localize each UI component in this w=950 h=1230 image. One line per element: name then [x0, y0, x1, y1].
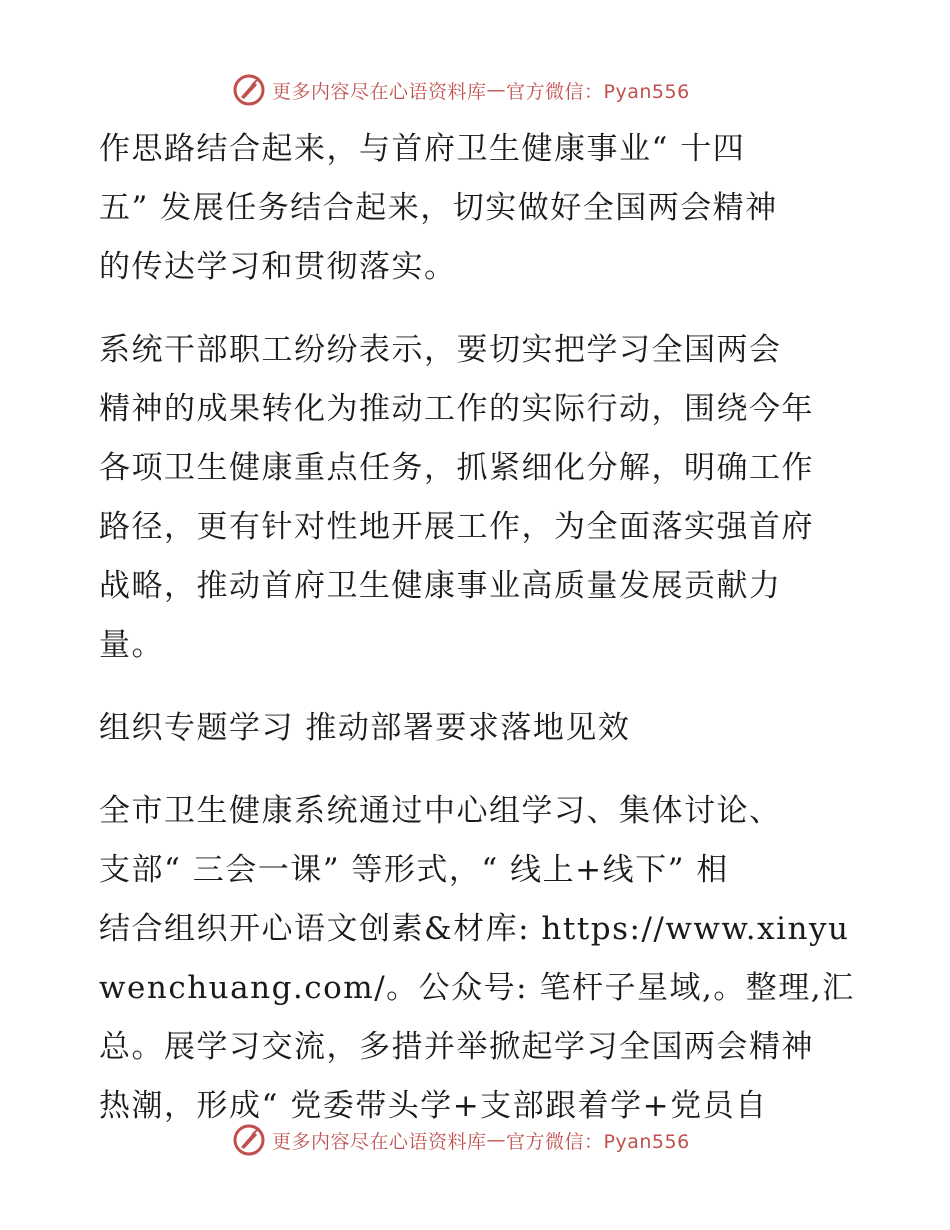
quill-seal-icon [232, 1123, 266, 1157]
text-line: wenchuang.com/。公众号: 笔杆子星域,。整理,汇 [99, 970, 855, 1006]
text-line: 作思路结合起来，与首府卫生健康事业“ 十四 [99, 131, 746, 167]
watermark-brand: 更多内容尽在心语资料库 [272, 80, 487, 103]
text-line: 系统干部职工纷纷表示，要切实把学习全国两会 [99, 332, 782, 368]
watermark-dash: — [486, 79, 507, 101]
section-heading [99, 699, 859, 758]
text-line: 各项卫生健康重点任务，抓紧细化分解，明确工作 [99, 450, 814, 486]
quill-seal-icon [232, 73, 266, 107]
paragraph-gap [99, 297, 859, 321]
text-line: 五” 发展任务结合起来，切实做好全国两会精神 [99, 190, 778, 226]
text-line: 支部“ 三会一课” 等形式，“ 线上+线下” 相 [99, 852, 729, 888]
watermark-contact: 官方微信：Pyan556 [506, 1130, 690, 1153]
heading-line: 组织专题学习 推动部署要求落地见效 [99, 710, 631, 746]
text-line: 战略，推动首府卫生健康事业高质量发展贡献力 [99, 568, 782, 604]
text-line: 量。 [99, 627, 164, 663]
text-line: 精神的成果转化为推动工作的实际行动，围绕今年 [99, 391, 814, 427]
paragraph-2 [99, 321, 859, 675]
paragraph-gap [99, 675, 859, 699]
watermark-contact: 官方微信：Pyan556 [506, 80, 690, 103]
text-line: 全市卫生健康系统通过中心组学习、集体讨论、 [99, 793, 782, 829]
text-line: 的传达学习和贯彻落实。 [99, 249, 457, 285]
text-line: 热潮，形成“ 党委带头学+支部跟着学+党员自 [99, 1088, 768, 1124]
paragraph-3 [99, 782, 859, 1136]
text-line: 路径，更有针对性地开展工作，为全面落实强首府 [99, 509, 814, 545]
header-watermark [232, 70, 732, 110]
text-line: 总。展学习交流，多措并举掀起学习全国两会精神 [99, 1029, 814, 1065]
watermark-brand: 更多内容尽在心语资料库 [272, 1130, 487, 1153]
paragraph-gap [99, 758, 859, 782]
watermark-dash: — [486, 1129, 507, 1151]
paragraph-1 [99, 120, 859, 297]
document-body [99, 120, 859, 1136]
text-line: 结合组织开心语文创素&材库: https://www.xinyu [99, 911, 850, 947]
footer-watermark [232, 1120, 732, 1160]
